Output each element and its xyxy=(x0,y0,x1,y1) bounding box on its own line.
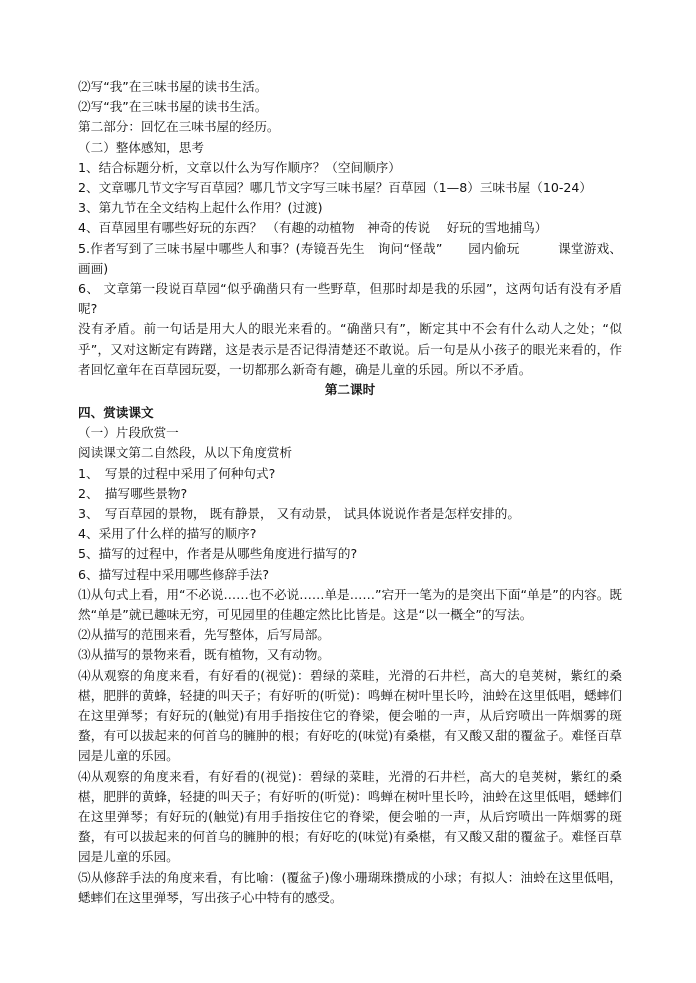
analysis-line: ⑶从描写的景物来看，既有植物，又有动物。 xyxy=(78,647,330,663)
analysis-paragraph: ⑴从句式上看，用“不必说……也不必说……单是……”宕开一笔为的是突出下面“单是”的内容。既然“单是”就已趣味无穷，可见园里的佳趣定然比比皆是。这是“以一概全”的写法。 xyxy=(78,586,622,622)
subsection-heading: （二）整体感知，思考 xyxy=(78,139,204,155)
analysis-paragraph: ⑸从修辞手法的角度来看，有比喻：(覆盆子)像小珊瑚珠攒成的小球；有拟人：油蛉在这里低唱，蟋蟀们在这里弹琴，写出孩子心中特有的感受。 xyxy=(78,869,622,905)
question-item: 3、第九节在全文结构上起什么作用？(过渡) xyxy=(78,200,323,216)
question-item: 2、文章哪几节文字写百草园？哪几节文字写三味书屋？百草园（1—8）三味书屋（10-24） xyxy=(78,179,593,195)
analysis-paragraph: ⑷从观察的角度来看，有好看的(视觉)：碧绿的菜畦，光滑的石井栏，高大的皂荚树，紫红的桑椹，肥胖的黄蜂，轻捷的叫天子；有好听的(听觉)：鸣蝉在树叶里长吟，油蛉在这里低唱，蟋蟀们在这里弹琴；有好玩的(触觉)有用手指按住它的脊梁，便会啪的一声，从后窍喷出一阵烟雾的斑蝥，有可以拔起来的何首乌的臃肿的根；有好吃的(味觉)有桑椹，有又酸又甜的覆盆子。难怪百草园是儿童的乐园。 xyxy=(78,768,622,865)
answer-paragraph: 没有矛盾。前一句话是用大人的眼光来看的。“确凿只有”，断定其中不会有什么动人之处；“似乎”，又对这断定有踌躇，这是表示是否记得清楚还不敢说。后一句是从小孩子的眼光来看的，作者回忆童年在百草园玩耍，一切都那么新奇有趣，确是儿童的乐园。所以不矛盾。 xyxy=(78,321,622,377)
text-line: ⑵写“我”在三味书屋的读书生活。 xyxy=(78,79,268,94)
question-item: 5、描写的过程中，作者是从哪些角度进行描写的? xyxy=(78,546,358,562)
question-item: 1、 写景的过程中采用了何种句式? xyxy=(78,465,276,481)
question-item: 5.作者写到了三味书屋中哪些人和事？(寿镜吾先生 询问“怪哉” 园内偷玩 课堂游戏、画画) xyxy=(78,240,622,276)
question-item: 1、结合标题分析，文章以什么为写作顺序？（空间顺序） xyxy=(78,159,401,175)
section-heading: 四、赏读课文 xyxy=(78,405,154,421)
text-line: ⑵写“我”在三味书屋的读书生活。 xyxy=(78,99,268,115)
question-item: 4、百草园里有哪些好玩的东西？ （有趣的动植物 神奇的传说 好玩的雪地捕鸟） xyxy=(78,220,548,236)
question-item: 3、 写百草园的景物， 既有静景， 又有动景， 试具体说说作者是怎样安排的。 xyxy=(78,506,520,522)
document-body xyxy=(78,77,622,908)
instruction-line: 阅读课文第二自然段，从以下角度赏析 xyxy=(78,445,293,461)
analysis-paragraph: ⑷从观察的角度来看，有好看的(视觉)：碧绿的菜畦，光滑的石井栏，高大的皂荚树，紫红的桑椹，肥胖的黄蜂，轻捷的叫天子；有好听的(听觉)：鸣蝉在树叶里长吟，油蛉在这里低唱，蟋蟀们在这里弹琴；有好玩的(触觉)有用手指按住它的脊梁，便会啪的一声，从后窍喷出一阵烟雾的斑蝥，有可以拔起来的何首乌的臃肿的根；有好吃的(味觉)有桑椹，有又酸又甜的覆盆子。难怪百草园是儿童的乐园。 xyxy=(78,667,622,764)
subsection-heading: （一）片段欣赏一 xyxy=(78,425,179,441)
question-item: 6、描写过程中采用哪些修辞手法? xyxy=(78,566,270,582)
analysis-line: ⑵从描写的范围来看，先写整体，后写局部。 xyxy=(78,627,330,643)
question-item: 4、采用了什么样的描写的顺序? xyxy=(78,526,257,542)
section-heading: 第二部分：回忆在三味书屋的经历。 xyxy=(78,119,280,135)
question-item: 2、 描写哪些景物? xyxy=(78,485,188,501)
question-item: 6、 文章第一段说百草园“似乎确凿只有一些野草，但那时却是我的乐园”，这两句话有没有矛盾呢? xyxy=(78,280,622,317)
lesson-title: 第二课时 xyxy=(324,381,376,397)
